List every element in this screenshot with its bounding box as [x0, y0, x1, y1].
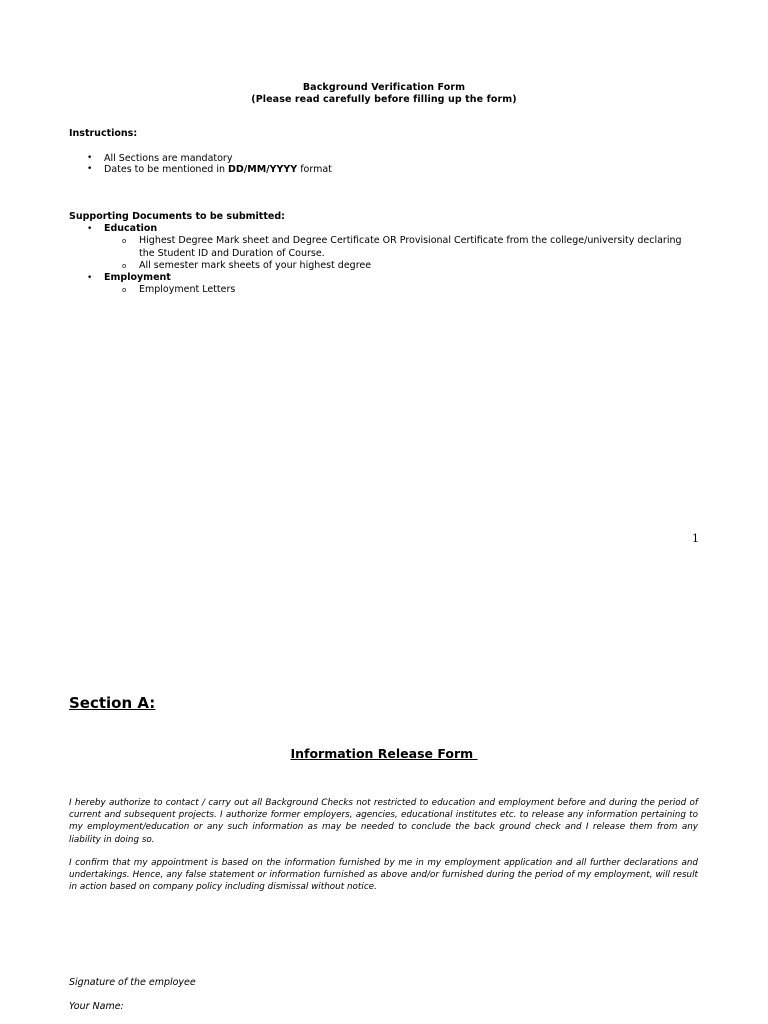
- bullet-icon: •: [87, 273, 93, 283]
- employee-signature-label: Signature of the employee: [69, 977, 196, 988]
- documents-education-marksheets: All semester mark sheets of your highest degree: [139, 260, 372, 271]
- documents-heading: Supporting Documents to be submitted:: [69, 211, 285, 222]
- bullet-icon: •: [87, 153, 93, 163]
- instruction-date-format: DD/MM/YYYY: [228, 164, 298, 175]
- bullet-icon: •: [87, 164, 93, 174]
- instruction-date-prefix: Dates to be mentioned in: [104, 164, 229, 175]
- information-release-form-title: Information Release Form: [290, 746, 478, 761]
- form-title: Background Verification Form: [302, 82, 466, 93]
- sub-bullet-icon: o: [122, 286, 127, 294]
- documents-education-degree-line2: the Student ID and Duration of Course.: [139, 248, 325, 259]
- documents-education-degree-line1: Highest Degree Mark sheet and Degree Certificate OR Provisional Certificate from the college/university declaring: [139, 235, 682, 246]
- instruction-item-date-format: [104, 164, 332, 175]
- instruction-item-mandatory: All Sections are mandatory: [104, 153, 233, 164]
- section-a-heading: Section A:: [69, 694, 156, 712]
- instruction-date-suffix: format: [297, 164, 332, 175]
- form-subtitle: (Please read carefully before filling up the form): [251, 94, 517, 105]
- documents-employment-label: Employment: [104, 272, 171, 283]
- sub-bullet-icon: o: [122, 237, 127, 245]
- instructions-heading: Instructions:: [69, 128, 138, 139]
- documents-education-label: Education: [104, 223, 158, 234]
- employee-name-label: Your Name:: [69, 1001, 124, 1012]
- bullet-icon: •: [87, 224, 93, 234]
- confirmation-paragraph: I confirm that my appointment is based on the information furnished by me in my employment application and all further declarations and undertakings. Hence, any false statement or information furnished as above and/or furnished during the period of my employment, will result in action based on company policy including dismissal without notice.: [69, 858, 698, 893]
- page-number: 1: [692, 532, 699, 545]
- documents-employment-letters: Employment Letters: [139, 284, 236, 295]
- authorization-paragraph: I hereby authorize to contact / carry out all Background Checks not restricted to education and employment before and during the period of current and subsequent projects. I authorize former employers, agencies, educational institutes etc. to release any information pertaining to my employment/education or any such information as may be needed to conclude the back ground check and I release them from any liability in doing so.: [69, 798, 698, 845]
- sub-bullet-icon: o: [122, 262, 127, 270]
